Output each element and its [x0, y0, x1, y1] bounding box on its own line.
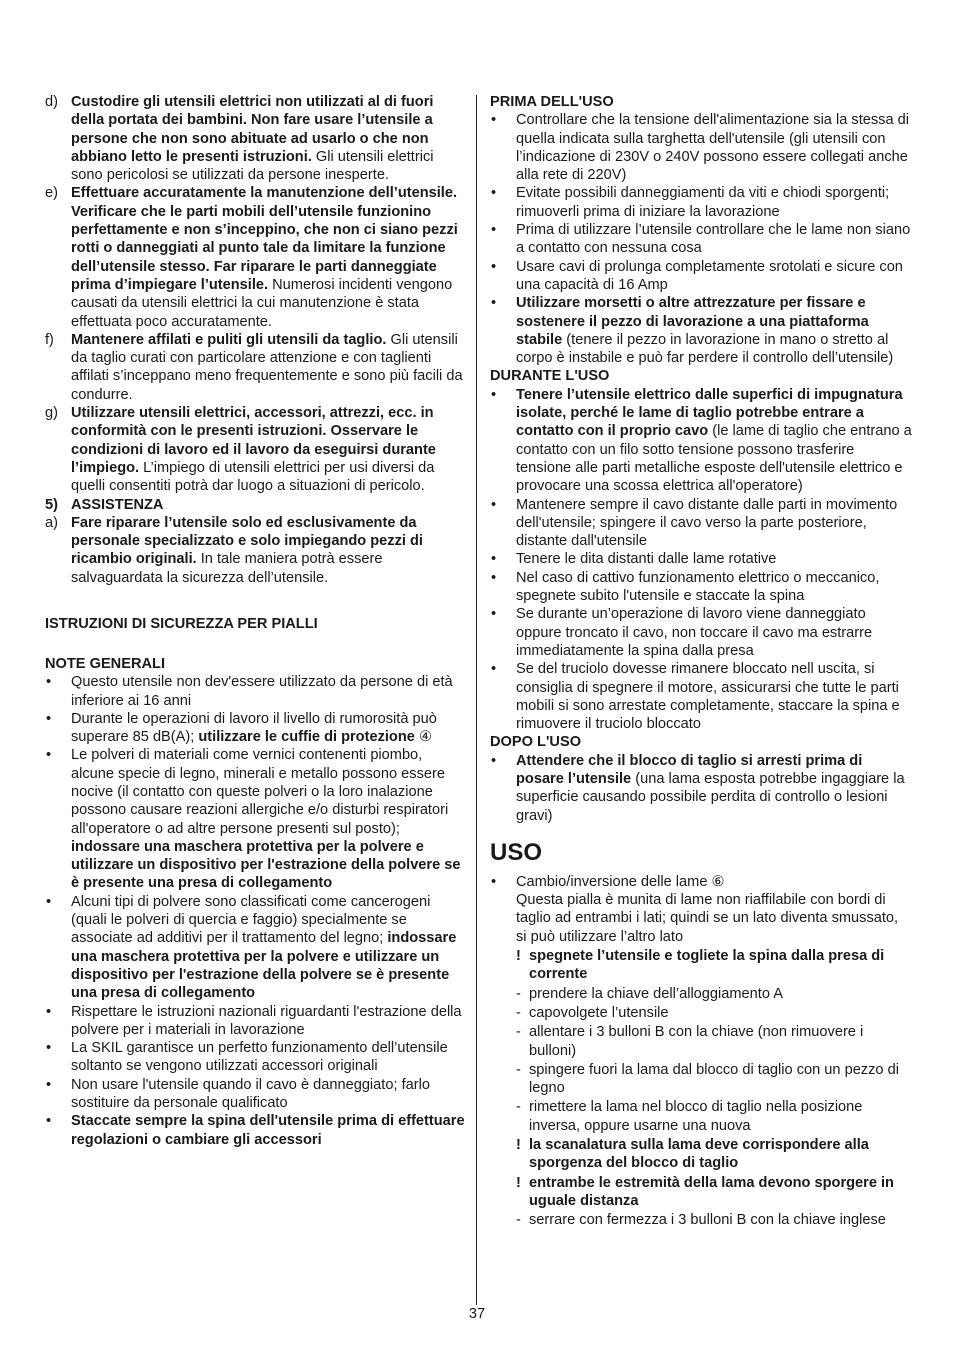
list-item: • Utilizzare morsetti o altre attrezzature per fissare e sostenere il pezzo di lavorazione a una piattaforma stabile (tenere il pezzo in lavorazione in mano o stretto al corpo è instabile e può far perdere il controllo dell’utensile)	[490, 294, 912, 367]
instruction-d	[45, 93, 465, 184]
item-label: e)	[45, 185, 58, 202]
list-item: • Evitate possibili danneggiamenti da viti e chiodi sporgenti; rimuoverli prima di iniziare la lavorazione	[490, 184, 912, 221]
figure-reference: ④	[418, 729, 433, 746]
during-use-heading: DURANTE L'USO	[490, 368, 610, 385]
step-item: - allentare i 3 bulloni B con la chiave (non rimuovere i bulloni)	[516, 1024, 864, 1059]
list-item: • Alcuni tipi di polvere sono classificati come cancerogeni (quali le polveri di quercia e faggio) specialmente se associate ad additivi per il trattamento del legno; indossare una maschera protettiva per la polvere e utilizzare un dispositivo per l'estrazione della polvere se è presente una presa di collegamento	[45, 893, 465, 1003]
dash-icon: -	[516, 1061, 521, 1078]
page-number: 37	[468, 1306, 486, 1322]
step-item: - serrare con fermezza i 3 bulloni B con la chiave inglese	[516, 1212, 886, 1229]
instruction-bold: Fare riparare l’utensile solo ed esclusivamente da personale specializzato e solo impiegando pezzi di ricambio originali.	[71, 514, 423, 568]
dash-icon: -	[516, 1099, 521, 1116]
list-item: • Cambio/inversione delle lame ⑥ Questa pialla è munita di lame non riaffilabile con bordi di taglio ad entrambi i lati; quindi se un lato diventa smussato, si può utilizzare l’altro lato	[490, 873, 912, 946]
list-item: • Questo utensile non dev'essere utilizzato da persone di età inferiore ai 16 anni	[45, 673, 465, 710]
dash-icon: -	[516, 1004, 521, 1021]
dash-icon: -	[516, 1024, 521, 1041]
step-item: - spingere fuori la lama dal blocco di taglio con un pezzo di legno	[516, 1061, 899, 1097]
instruction-text: In tale maniera potrà essere salvaguardata la sicurezza dell’utensile.	[71, 551, 383, 586]
list-item: • Tenere l’utensile elettrico dalle superfici di impugnatura isolate, perché le lame di taglio potrebbe entrare a contatto con il proprio cavo (le lame di taglio che entrano a contatto con un filo sotto tensione possono trasferire tensione alle parti metalliche esposte dell'utensile elettrico e provocare una scossa elettrica all'operatore)	[490, 386, 912, 496]
right-column	[490, 93, 912, 1230]
instruction-f	[45, 331, 465, 404]
warning-item: ! entrambe le estremità della lama devono sporgere in uguale distanza	[516, 1174, 894, 1209]
instruction-e	[45, 184, 465, 330]
step-item: - prendere la chiave dell’alloggiamento A	[516, 985, 783, 1002]
step-item: - capovolgete l’utensile	[516, 1004, 669, 1021]
list-item: • Se durante un’operazione di lavoro viene danneggiato oppure troncato il cavo, non toccare il cavo ma estrarre immediatamente la spina dalla presa	[490, 605, 912, 660]
item-label: d)	[45, 94, 58, 110]
list-item: • Attendere che il blocco di taglio si arresti prima di posare l’utensile (una lama esposta potrebbe ingaggiare la superficie causando possibile perdita di controllo o lesioni gravi)	[490, 752, 912, 825]
instruction-a	[45, 514, 465, 587]
list-item: • Tenere le dita distanti dalle lame rotative	[490, 550, 912, 568]
list-item: • La SKIL garantisce un perfetto funzionamento dell’utensile soltanto se vengono utilizzati accessori originali	[45, 1039, 465, 1076]
item-label: g)	[45, 405, 58, 422]
instruction-g	[45, 404, 465, 495]
list-item: • Se del truciolo dovesse rimanere bloccato nell uscita, si consiglia di spegnere il motore, assicurarsi che tutte le parti mobili si sono arrestate completamente, staccare la spina e rimuovere il truciolo bloccato	[490, 660, 912, 733]
warning-item: ! spegnete l’utensile e togliete la spina dalla presa di corrente	[516, 948, 885, 983]
instruction-text: L’impiego di utensili elettrici per usi diversi da quelli consentiti potrà dar luogo a situazioni di pericolo.	[71, 459, 435, 495]
instruction-text: Gli utensili elettrici sono pericolosi se utilizzati da persone inesperte.	[71, 148, 434, 184]
list-item: • Le polveri di materiali come vernici contenenti piombo, alcune specie di legno, minerali e metallo possono essere nocive (il contatto con queste polveri o la loro inalazione possono causare reazioni allergiche e/o disturbi respiratori all'operatore o ad altre persone presenti sul posto); indossare una maschera protettiva per la polvere e utilizzare un dispositivo per l'estrazione della polvere se è presente una presa di collegamento	[45, 746, 465, 892]
general-notes-heading: NOTE GENERALI	[45, 655, 165, 672]
list-item: • Prima di utilizzare l’utensile controllare che le lame non siano a contatto con nessuna cosa	[490, 221, 912, 258]
instruction-text: Numerosi incidenti vengono causati da utensili elettrici la cui manutenzione è stata effettuata poco accuratamente.	[71, 276, 453, 330]
uso-heading: USO	[490, 838, 543, 866]
instruction-bold: Mantenere affilati e puliti gli utensili da taglio.	[71, 331, 387, 348]
warning-icon: !	[516, 948, 521, 965]
list-item: • Mantenere sempre il cavo distante dalle parti in movimento dell'utensile; spingere il cavo verso la parte posteriore, distante dall'utensile	[490, 496, 912, 551]
safety-heading: ISTRUZIONI DI SICUREZZA PER PIALLI	[45, 616, 318, 633]
list-item: • Durante le operazioni di lavoro il livello di rumorosità può superare 85 dB(A); utilizzare le cuffie di protezione ④	[45, 710, 465, 747]
list-item: • Staccate sempre la spina dell'utensile prima di effettuare regolazioni o cambiare gli accessori	[45, 1112, 465, 1149]
instruction-text: Gli utensili da taglio curati con particolare attenzione e con taglienti affilati s’inceppano meno frequentemente e sono più facili da condurre.	[71, 331, 463, 403]
warning-icon: !	[516, 1137, 521, 1154]
dash-icon: -	[516, 1212, 521, 1229]
list-item: • Rispettare le istruzioni nazionali riguardanti l'estrazione della polvere per i materiali in lavorazione	[45, 1003, 465, 1040]
item-label: a)	[45, 514, 58, 531]
section-title: ASSISTENZA	[71, 496, 164, 513]
item-label: 5)	[45, 496, 58, 513]
list-item: • Non usare l'utensile quando il cavo è danneggiato; farlo sostituire da personale qualificato	[45, 1076, 465, 1113]
section-5-heading	[45, 496, 465, 514]
column-divider	[476, 95, 477, 1305]
step-item: - rimettere la lama nel blocco di taglio nella posizione inversa, oppure usarne una nuova	[516, 1099, 863, 1134]
after-use-heading: DOPO L'USO	[490, 734, 582, 751]
before-use-heading: PRIMA DELL'USO	[490, 94, 614, 110]
instruction-bold: Custodire gli utensili elettrici non utilizzati al di fuori della portata dei bambini. Non fare usare l’utensile a persone che non sono abituate ad usarlo o che non abbiano letto le presenti istruzioni.	[71, 94, 434, 165]
list-item: • Nel caso di cattivo funzionamento elettrico o meccanico, spegnete subito l'utensile e staccate la spina	[490, 569, 912, 606]
dash-icon: -	[516, 985, 521, 1002]
instruction-bold: Utilizzare utensili elettrici, accessori, attrezzi, ecc. in conformità con le presenti istruzioni. Osservare le condizioni di lavoro ed il lavoro da eseguirsi durante l’impiego.	[71, 405, 436, 476]
left-column	[45, 93, 465, 1149]
list-item: • Controllare che la tensione dell'alimentazione sia la stessa di quella indicata sulla targhetta dell'utensile (gli utensili con l’indicazione di 230V o 240V possono essere collegati anche alla rete di 220V)	[490, 111, 912, 184]
instruction-bold: Effettuare accuratamente la manutenzione dell’utensile. Verificare che le parti mobili dell’utensile funzionino perfettamente e non s’inceppino, che non ci siano pezzi rotti o danneggiati al punto tale da limitare la funzione dell’utensile stesso. Far riparare le parti danneggiate prima d’impiegare l’utensile.	[71, 185, 458, 293]
warning-icon: !	[516, 1174, 521, 1191]
list-item: • Usare cavi di prolunga completamente srotolati e sicure con una capacità di 16 Amp	[490, 258, 912, 295]
figure-reference: ⑥	[711, 873, 725, 890]
warning-item: ! la scanalatura sulla lama deve corrispondere alla sporgenza del blocco di taglio	[516, 1137, 869, 1172]
item-label: f)	[45, 331, 54, 348]
